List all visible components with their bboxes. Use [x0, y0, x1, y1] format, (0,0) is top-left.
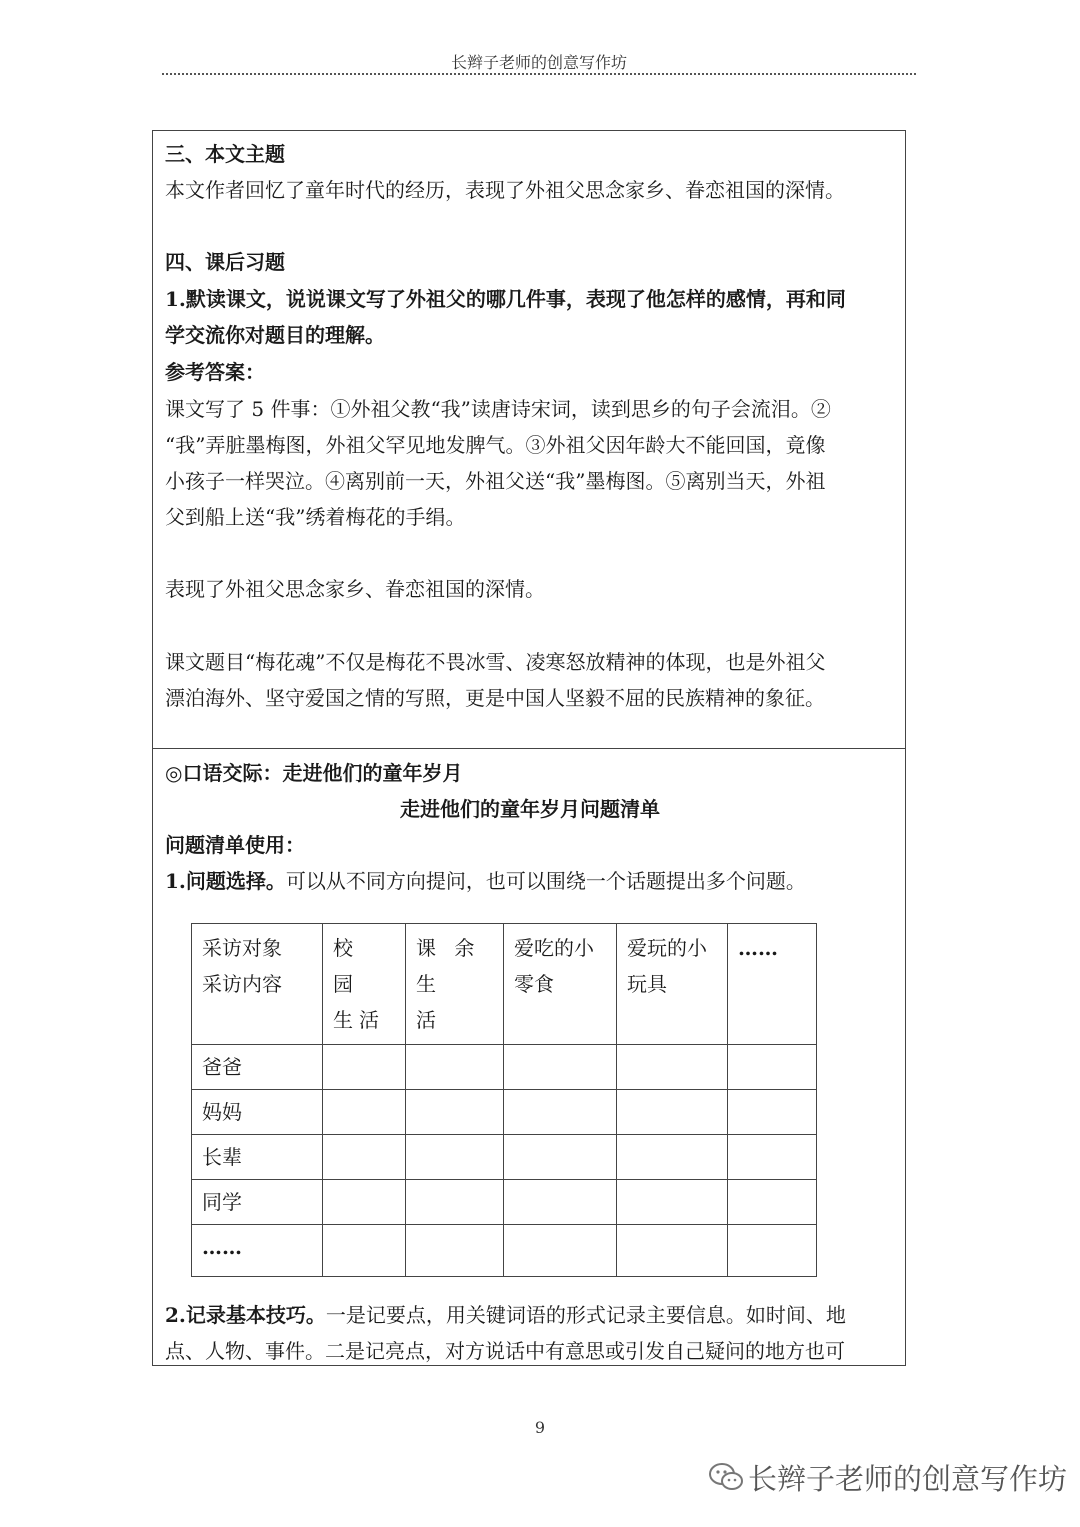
table-cell: [728, 1225, 817, 1277]
table-cell: [617, 1045, 728, 1090]
question-selection-label: 1.问题选择。: [165, 869, 286, 893]
oral-heading: ◎口语交际：走进他们的童年岁月: [165, 761, 463, 785]
header-divider: [162, 73, 916, 75]
table-cell: [406, 1135, 504, 1180]
table-cell: [504, 1045, 617, 1090]
table-cell: [728, 1045, 817, 1090]
usage-label: 问题清单使用：: [165, 833, 305, 857]
oral-communication-box: [152, 748, 906, 1366]
question1-line1: 1.默读课文，说说课文写了外祖父的哪几件事，表现了他怎样的感情，再和同: [165, 287, 846, 311]
table-cell: [504, 1090, 617, 1135]
column-header-line2: 活: [416, 1008, 442, 1032]
table-cell: [323, 1135, 406, 1180]
table-cell: [504, 1180, 617, 1225]
column-header: [617, 924, 728, 1045]
table-cell: [323, 1180, 406, 1225]
question-selection-text: 可以从不同方向提问，也可以围绕一个话题提出多个问题。: [285, 869, 806, 893]
column-header-line1: ……: [738, 936, 778, 960]
wechat-icon: [708, 1462, 744, 1492]
answer-label: 参考答案：: [165, 360, 265, 384]
table-header-row: [192, 924, 817, 1045]
column-header-line2: 玩具: [627, 972, 667, 996]
recording-tips-line2: 点、人物、事件。二是记亮点，对方说话中有意思或引发自己疑问的地方也可: [165, 1339, 845, 1363]
row-label: 同学: [192, 1180, 323, 1225]
table-cell: [323, 1090, 406, 1135]
table-row: [192, 1045, 817, 1090]
question-selection-paragraph: [165, 869, 806, 893]
recording-tips-paragraph: [165, 1303, 846, 1327]
table-cell: [728, 1180, 817, 1225]
section3-heading: 三、本文主题: [165, 142, 285, 166]
row-label: 妈妈: [192, 1090, 323, 1135]
column-header-line1: 爱玩的小: [627, 936, 707, 960]
table-cell: [617, 1135, 728, 1180]
table-cell: [504, 1225, 617, 1277]
answer-line3: 小孩子一样哭泣。④离别前一天，外祖父送“我”墨梅图。⑤离别当天，外祖: [165, 469, 826, 493]
feeling-text: 表现了外祖父思念家乡、眷恋祖国的深情。: [165, 577, 545, 601]
table-row: [192, 1090, 817, 1135]
column-header-line1: 课 余 生: [416, 936, 481, 996]
section3-text: 本文作者回忆了童年时代的经历，表现了外祖父思念家乡、眷恋祖国的深情。: [165, 178, 845, 202]
row-label: 长辈: [192, 1135, 323, 1180]
title-meaning-line2: 漂泊海外、坚守爱国之情的写照，更是中国人坚毅不屈的民族精神的象征。: [165, 686, 825, 710]
recording-tips-label: 2.记录基本技巧。: [165, 1303, 326, 1327]
section4-heading: 四、课后习题: [165, 250, 285, 274]
table-cell: [406, 1090, 504, 1135]
table-cell: [617, 1180, 728, 1225]
row-label: ……: [192, 1225, 323, 1277]
column-header-line2: 零食: [514, 972, 554, 996]
table-cell: [323, 1045, 406, 1090]
column-header-line1: 校 园: [333, 936, 359, 996]
table-row: [192, 1180, 817, 1225]
watermark-text: 长辫子老师的创意写作坊: [748, 1462, 1068, 1496]
answer-box: [152, 130, 906, 749]
column-header-line1: 爱吃的小: [514, 936, 594, 960]
table-cell: [504, 1135, 617, 1180]
question-list-title: 走进他们的童年岁月问题清单: [400, 797, 660, 821]
table-cell: [617, 1090, 728, 1135]
interview-table: [191, 923, 817, 1277]
table-cell: [406, 1180, 504, 1225]
page-header-title: 长辫子老师的创意写作坊: [450, 53, 627, 72]
column-header: [323, 924, 406, 1045]
table-cell: [728, 1090, 817, 1135]
column-header: [504, 924, 617, 1045]
corner-line1: 采访对象: [202, 936, 282, 960]
table-cell: [728, 1135, 817, 1180]
question1-line2: 学交流你对题目的理解。: [165, 323, 385, 347]
answer-line4: 父到船上送“我”绣着梅花的手绢。: [165, 505, 466, 529]
answer-line1: 课文写了 5 件事：①外祖父教“我”读唐诗宋词，读到思乡的句子会流泪。②: [165, 397, 831, 421]
page-number: 9: [534, 1418, 546, 1437]
table-corner-cell: [192, 924, 323, 1045]
recording-tips-text: 一是记要点，用关键词语的形式记录主要信息。如时间、地: [325, 1303, 846, 1327]
table-row: [192, 1135, 817, 1180]
answer-line2: “我”弄脏墨梅图，外祖父罕见地发脾气。③外祖父因年龄大不能回国，竟像: [165, 433, 826, 457]
table-cell: [617, 1225, 728, 1277]
column-header: [728, 924, 817, 1045]
column-header: [406, 924, 504, 1045]
row-label: 爸爸: [192, 1045, 323, 1090]
table-row: [192, 1225, 817, 1277]
title-meaning-line1: 课文题目“梅花魂”不仅是梅花不畏冰雪、凌寒怒放精神的体现，也是外祖父: [165, 650, 826, 674]
table-cell: [406, 1225, 504, 1277]
corner-line2: 采访内容: [202, 972, 282, 996]
table-cell: [323, 1225, 406, 1277]
column-header-line2: 生活: [333, 1008, 385, 1032]
table-cell: [406, 1045, 504, 1090]
